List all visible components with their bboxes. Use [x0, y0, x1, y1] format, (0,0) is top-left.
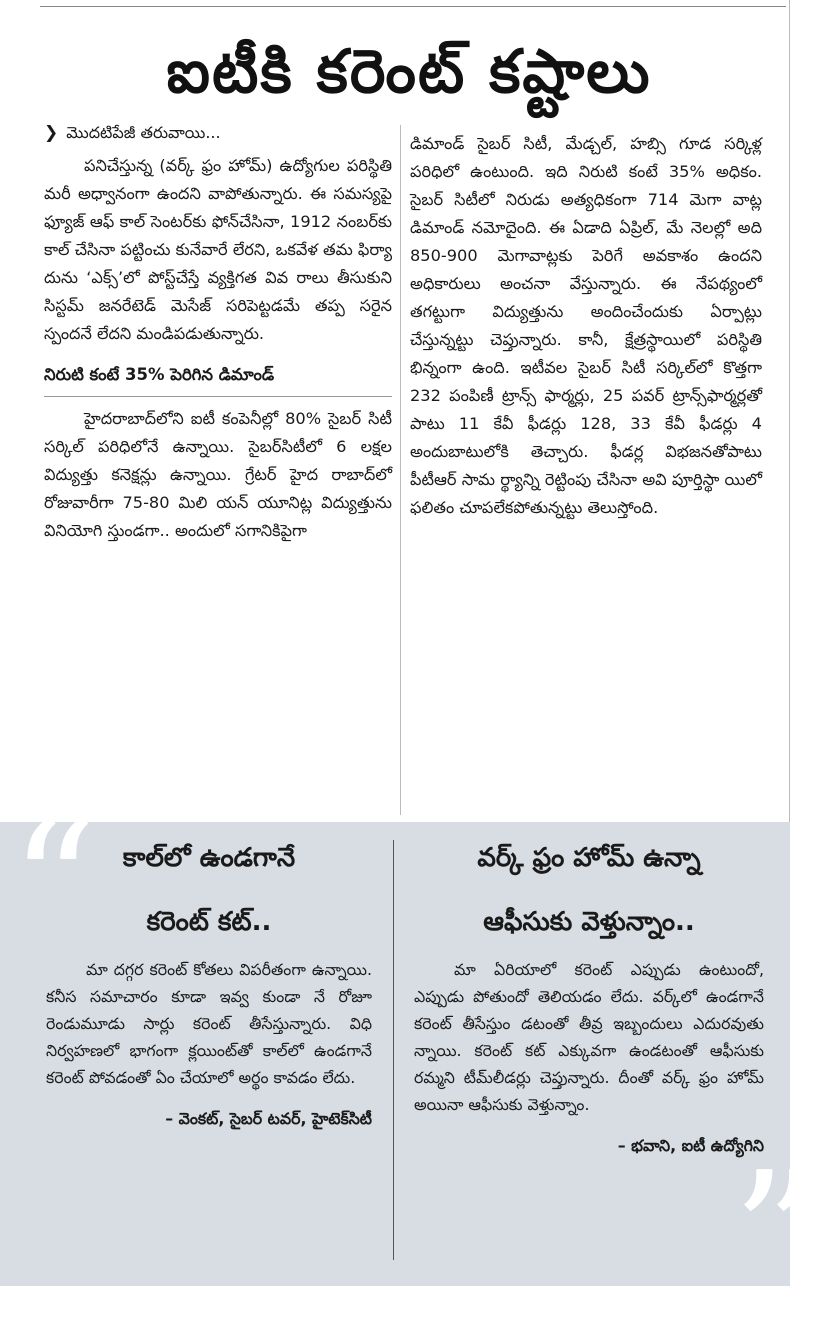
- quote-right-heading-line2: ఆఫీసుకు వెళ్తున్నాం..: [483, 907, 695, 937]
- quote-right-attribution: – భవాని, ఐటీ ఉద్యోగిని: [617, 1136, 764, 1155]
- continued-label: మొదటిపేజీ తరువాయి...: [66, 123, 221, 142]
- quote-right-text: మా ఏరియాలో కరెంట్ ఎప్పుడు ఉంటుందో, ఎప్పుడు పోతుందో తెలియడం లేదు. వర్క్‌లో ఉండగానే కరెంట్ తీసేస్తుం డటంతో తీవ్ర ఇబ్బందులు ఎదురవుతు న్నాయి. కరెంట్ కట్ ఎక్కువగా ఉండటంతో ఆఫీసుకు రమ్మని టీమ్‌లీడర్లు చెప్తున్నారు. దీంతో వర్క్ ఫ్రం హోమ్ అయినా ఆఫీసుకు వెళ్తున్నాం.: [414, 960, 764, 1114]
- quote-left-heading-line1: కాల్‌లో ఉండగానే: [122, 843, 296, 873]
- continued-line: [44, 120, 392, 146]
- top-rule: [40, 6, 786, 7]
- quote-right-heading: [414, 838, 764, 942]
- subheading: నిరుటి కంటే 35% పెరిగిన డిమాండ్: [44, 360, 392, 397]
- column-divider: [400, 125, 401, 815]
- quote-right-heading-line1: వర్క్ ఫ్రం హోమ్ ఉన్నా: [477, 843, 701, 873]
- right-paragraph-1: డిమాండ్ సైబర్ సిటీ, మేడ్చల్, హబ్సి గూడ సర్కిళ్ల పరిధిలో ఉంటుంది. ఇది నిరుటి కంటే 35% అధికం. సైబర్ సిటీలో నిరుడు అత్యధికంగా 714 మెగా వాట్ల డిమాండ్ నమోదైంది. ఈ ఏడాది ఏప్రిల్, మే నెలల్లో అది 850-900 మెగావాట్లకు పెరిగే అవకాశం ఉందని అధికారులు అంచనా వేస్తున్నారు. ఈ నేపథ్యంలో తగట్టుగా విద్యుత్తును అందించేందుకు ఏర్పాట్లు చేస్తున్నట్టు చెప్తున్నారు. కానీ, క్షేత్రస్థాయిలో పరిస్థితి భిన్నంగా ఉంది. ఇటీవల సైబర్ సిటీ సర్కిల్‌లో కొత్తగా 232 పంపిణీ ట్రాన్స్ ఫార్మర్లు, 25 పవర్ ట్రాన్స్‌ఫార్మర్లతో పాటు 11 కేవీ ఫీడర్లు 128, 33 కేవీ ఫీడర్లు 4 అందుబాటులోకి తెచ్చారు. ఫీడర్ల విభజనతోపాటు పీటీఆర్ సామ ర్థ్యాన్ని రెట్టింపు చేసినా అవి పూర్తిస్థా యిలో ఫలితం చూపలేకపోతున్నట్టు తెలుస్తోంది.: [410, 134, 762, 517]
- left-paragraph-2: హైదరాబాద్‌లోని ఐటీ కంపెనీల్లో 80% సైబర్ సిటీ సర్కిల్ పరిధిలోనే ఉన్నాయి. సైబర్‌సిటీలో 6 లక్షల విద్యుత్తు కనెక్షన్లు ఉన్నాయి. గ్రేటర్ హైద రాబాద్‌లో రోజువారీగా 75-80 మిలి యన్ యూనిట్ల విద్యుత్తును వినియోగి స్తుండగా.. అందులో సగానికిపైగా: [44, 409, 392, 540]
- headline: ఐటీకి కరెంట్ కష్టాలు: [166, 37, 652, 107]
- quote-box-divider: [393, 840, 394, 1260]
- quote-right-body: [414, 956, 764, 1159]
- quote-left-body: [46, 956, 372, 1132]
- quote-left-heading-line2: కరెంట్ కట్..: [146, 907, 272, 937]
- quote-left-heading: [46, 838, 372, 942]
- right-column: [410, 130, 762, 522]
- open-quote-icon: “: [10, 786, 97, 984]
- left-column: [44, 120, 392, 545]
- chevron-right-icon: ❯: [44, 123, 59, 143]
- close-quote-icon: ”: [732, 1136, 819, 1334]
- left-paragraph-1: పనిచేస్తున్న (వర్క్ ఫ్రం హోమ్) ఉద్యోగుల పరిస్థితి మరీ అధ్వానంగా ఉందని వాపోతున్నారు. ఈ సమస్యపై ఫ్యూజ్ ఆఫ్ కాల్ సెంటర్‌కు ఫోన్‌చేసినా, 1912 నంబర్‌కు కాల్ చేసినా పట్టించు కునేవారే లేరని, ఒకవేళ తమ ఫిర్యా దును ‘ఎక్స్’లో పోస్ట్‌చేస్తే వ్యక్తిగత వివ రాలు తీసుకుని సిస్టమ్ జనరేటెడ్ మెసేజ్ సరిపెట్టడమే తప్ప సరైన స్పందనే లేదని మండిపడుతున్నారు.: [44, 156, 392, 343]
- quote-left-text: మా దగ్గర కరెంట్ కోతలు విపరీతంగా ఉన్నాయి. కనీస సమాచారం కూడా ఇవ్వ కుండా నే రోజూ రెండుమూడు సార్లు కరెంట్ తీసేస్తున్నారు. విధి నిర్వహణలో భాగంగా క్లయింట్‌తో కాల్‌లో ఉండగానే కరెంట్ పోవడంతో ఏం చేయాలో అర్థం కావడం లేదు.: [46, 960, 372, 1087]
- quote-left-attribution: – వెంకట్, సైబర్ టవర్, హైటెక్‌సిటీ: [165, 1109, 372, 1128]
